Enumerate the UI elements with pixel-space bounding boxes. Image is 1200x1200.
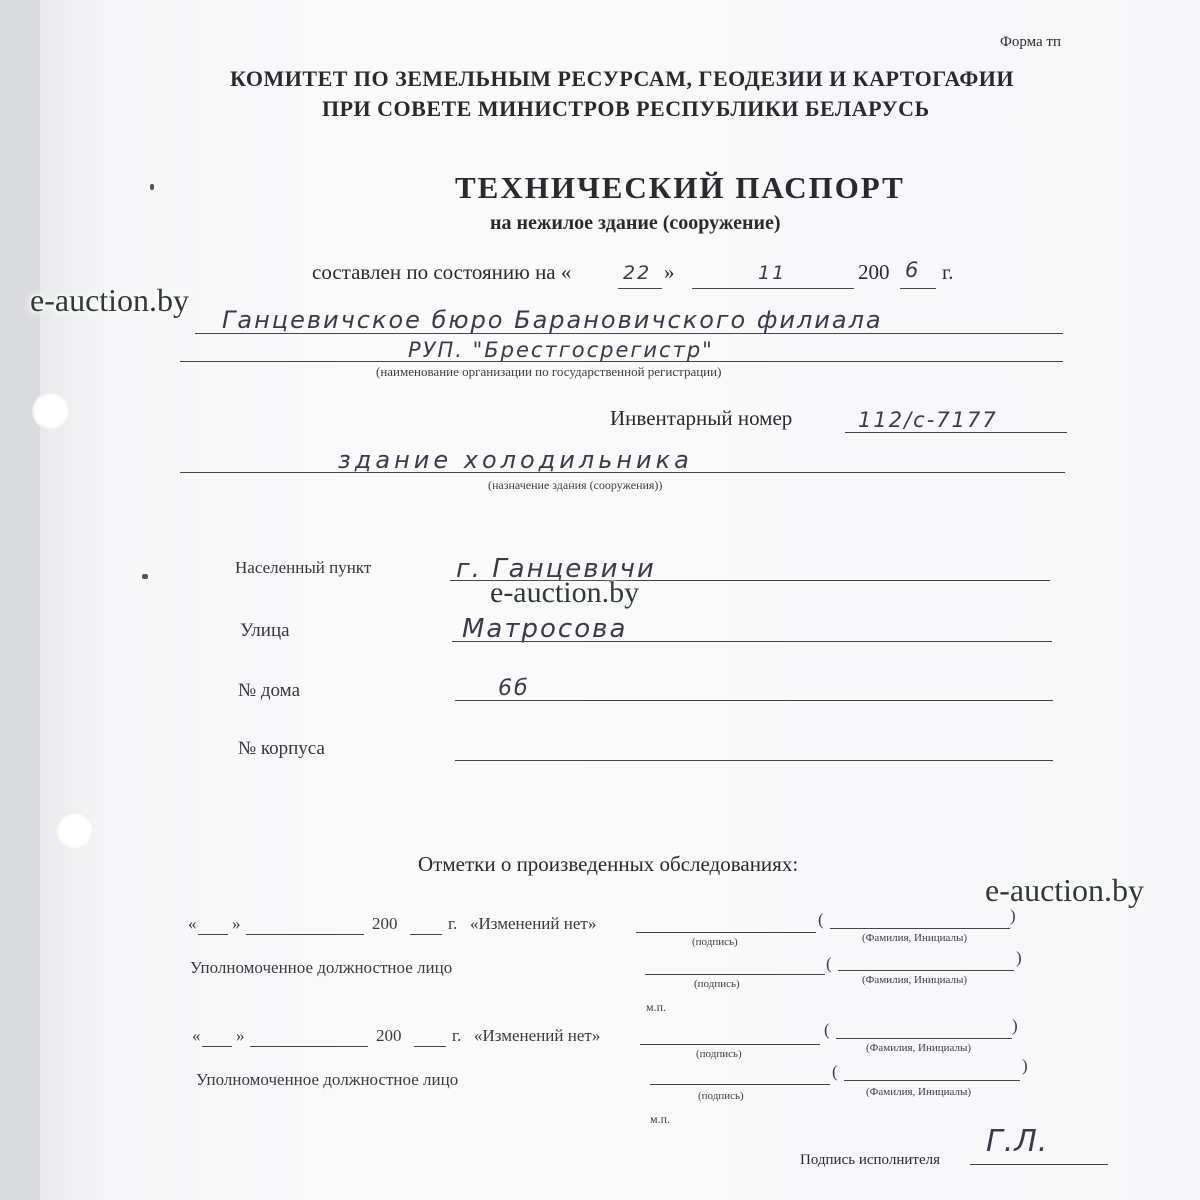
locality-value: г. Ганцевичи [456, 554, 656, 584]
house-number-line [455, 700, 1053, 701]
building-number-line [455, 760, 1053, 761]
purpose-line [180, 472, 1065, 473]
inspection2-year-suffix: г. [452, 1026, 462, 1045]
document-subtitle: на нежилое здание (сооружение) [490, 212, 781, 234]
inspection1-official-signature-line [645, 974, 825, 975]
inspection2-official-signature-line [650, 1084, 830, 1085]
organization-line1 [195, 333, 1063, 334]
inspection1-official-signature-caption: (подпись) [694, 978, 740, 990]
inventory-label: Инвентарный номер [610, 406, 793, 430]
speck [142, 574, 148, 579]
compiled-suffix: г. [942, 260, 954, 284]
building-number-label: № корпуса [238, 738, 325, 759]
compiled-day-line [618, 288, 662, 289]
watermark: e-auction.by [30, 282, 190, 318]
inspection1-official: Уполномоченное должностное лицо [190, 958, 453, 977]
inspection2-year-line [414, 1046, 446, 1047]
inspection1-year-suffix: г. [448, 914, 458, 933]
inventory-number: 112/с-7177 [858, 408, 998, 432]
inspection2-seal: м.п. [650, 1112, 671, 1126]
inspection2-official-name-line [844, 1080, 1020, 1081]
speck [150, 184, 154, 190]
executor-signature: Г.Л. [986, 1124, 1049, 1159]
compiled-year-prefix: 200 [858, 260, 890, 284]
punch-hole-top [32, 392, 70, 430]
inspection1-year-line [410, 934, 442, 935]
inspection1-official-name-caption: (Фамилия, Инициалы) [862, 974, 968, 986]
compiled-year-digit: 6 [905, 258, 921, 282]
inspection1-changes: «Изменений нет» [470, 914, 597, 933]
purpose-caption: (назначение здания (сооружения)) [488, 478, 663, 492]
inspection1-seal: м.п. [646, 1000, 667, 1014]
inspection2-date-close: » [236, 1026, 245, 1045]
inspection1-signature-line [636, 932, 816, 933]
inspection2-date-open: « [192, 1026, 201, 1045]
executor-label: Подпись исполнителя [800, 1152, 940, 1168]
building-purpose: здание холодильника [338, 446, 693, 474]
organization-line2 [180, 361, 1063, 362]
inspection2-month-line [250, 1046, 368, 1047]
inspection2-signature-line [640, 1044, 820, 1045]
executor-signature-line [970, 1164, 1108, 1165]
inventory-line [845, 432, 1067, 433]
street-line [452, 641, 1052, 642]
locality-label: Населенный пункт [235, 558, 372, 577]
inspection2-year: 200 [376, 1026, 402, 1045]
compiled-mid: » [664, 260, 675, 284]
inspection1-date-close: » [232, 914, 241, 933]
organization-name-line2: РУП. "Брестгосрегистр" [408, 338, 714, 362]
watermark: e-auction.by [490, 576, 640, 609]
organization-name-line1: Ганцевичское бюро Барановичского филиала [222, 306, 883, 334]
organization-caption: (наименование организации по государственной регистрации) [376, 364, 722, 379]
org-title-line1: КОМИТЕТ ПО ЗЕМЕЛЬНЫМ РЕСУРСАМ, ГЕОДЕЗИИ И КАРТОГАФИИ [230, 66, 1014, 91]
form-label: Форма тп [1000, 34, 1062, 50]
house-number-label: № дома [238, 680, 301, 701]
inspection1-name-line [830, 928, 1010, 929]
inspection1-year: 200 [372, 914, 398, 933]
inspection1-day-line [198, 934, 228, 935]
inspections-heading: Отметки о произведенных обследованиях: [418, 852, 799, 876]
inspection2-day-line [202, 1046, 232, 1047]
inspection2-signature-caption: (подпись) [696, 1048, 742, 1060]
street-value: Матросова [462, 614, 628, 644]
compiled-day: 22 [623, 262, 652, 284]
inspection1-name-caption: (Фамилия, Инициалы) [862, 932, 968, 944]
inspection1-month-line [246, 934, 364, 935]
compiled-month: 11 [758, 262, 787, 284]
watermark: e-auction.by [985, 872, 1145, 908]
inspection2-official-signature-caption: (подпись) [698, 1090, 744, 1102]
inspection2-official-name-caption: (Фамилия, Инициалы) [866, 1086, 972, 1098]
document-title: ТЕХНИЧЕСКИЙ ПАСПОРТ [455, 170, 905, 205]
house-number-value: 6б [498, 676, 530, 701]
inspection1-signature-caption: (подпись) [692, 936, 738, 948]
compiled-prefix: составлен по состоянию на « [312, 260, 572, 284]
compiled-month-line [692, 288, 854, 289]
punch-hole-bottom [56, 812, 94, 850]
inspection2-name-caption: (Фамилия, Инициалы) [866, 1042, 972, 1054]
compiled-year-line [900, 288, 936, 289]
inspection1-official-name-line [838, 970, 1014, 971]
inspection1-date-open: « [188, 914, 197, 933]
street-label: Улица [240, 620, 290, 641]
inspection2-name-line [836, 1038, 1012, 1039]
org-title-line2: ПРИ СОВЕТЕ МИНИСТРОВ РЕСПУБЛИКИ БЕЛАРУСЬ [322, 96, 930, 121]
inspection2-changes: «Изменений нет» [474, 1026, 601, 1045]
inspection2-official: Уполномоченное должностное лицо [196, 1070, 459, 1089]
